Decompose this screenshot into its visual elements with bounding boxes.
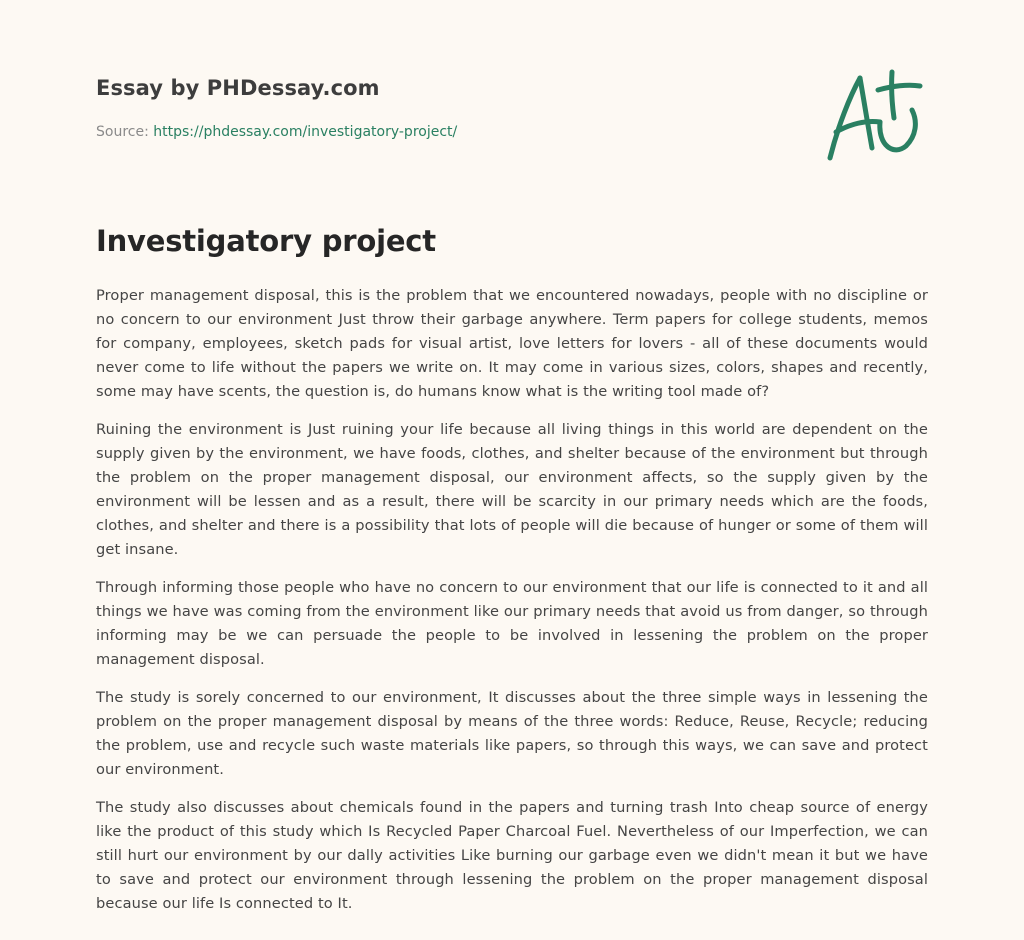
essay-paragraph: Through informing those people who have no concern to our environment that our life is connected to it and all things we have was coming from the environment like our primary needs that avoid us from danger, so through informing may be we can persuade the people to be involved in lessening the problem on the proper management disposal. bbox=[96, 579, 928, 668]
essay-paragraph: Proper management disposal, this is the problem that we encountered nowadays, people with no discipline or no concern to our environment Just throw their garbage anywhere. Term papers for college students, memos for company, employees, sketch pads for visual artist, love letters for lovers - all of these documents would never come to life without the papers we write on. It may come in various sizes, colors, shapes and recently, some may have scents, the question is, do humans know what is the writing tool made of? bbox=[96, 287, 928, 400]
essay-paragraph: The study also discusses about chemicals found in the papers and turning trash Into cheap source of energy like the product of this study which Is Recycled Paper Charcoal Fuel. Nevertheless of our Imperfection, we can still hurt our environment by our dally activities Like burning our garbage even we didn't mean it but we have to save and protect our environment through lessening the problem on the proper management disposal because our life Is connected to It. bbox=[96, 799, 928, 912]
a-plus-logo-icon bbox=[820, 66, 930, 166]
source-label: Source: bbox=[96, 124, 149, 140]
essay-title: Investigatory project bbox=[96, 224, 436, 258]
essay-paragraph: The study is sorely concerned to our environment, It discusses about the three simple ways in lessening the problem on the proper management disposal by means of the three words: Reduce, Reuse, Recycle; reducing the problem, use and recycle such waste materials like papers, so through this ways, we can save and protect our environment. bbox=[96, 689, 928, 778]
essay-paragraph: Ruining the environment is Just ruining your life because all living things in this world are dependent on the supply given by the environment, we have foods, clothes, and shelter because of the environment but through the problem on the proper management disposal, our environment affects, so the supply given by the environment will be lessen and as a result, there will be scarcity in our primary needs which are the foods, clothes, and shelter and there is a possibility that lots of people will die because of hunger or some of them will get insane. bbox=[96, 421, 928, 558]
source-line bbox=[96, 124, 457, 140]
source-link[interactable]: https://phdessay.com/investigatory-project/ bbox=[153, 124, 458, 140]
site-brand: Essay by PHDessay.com bbox=[96, 76, 380, 100]
essay-body bbox=[96, 284, 928, 930]
